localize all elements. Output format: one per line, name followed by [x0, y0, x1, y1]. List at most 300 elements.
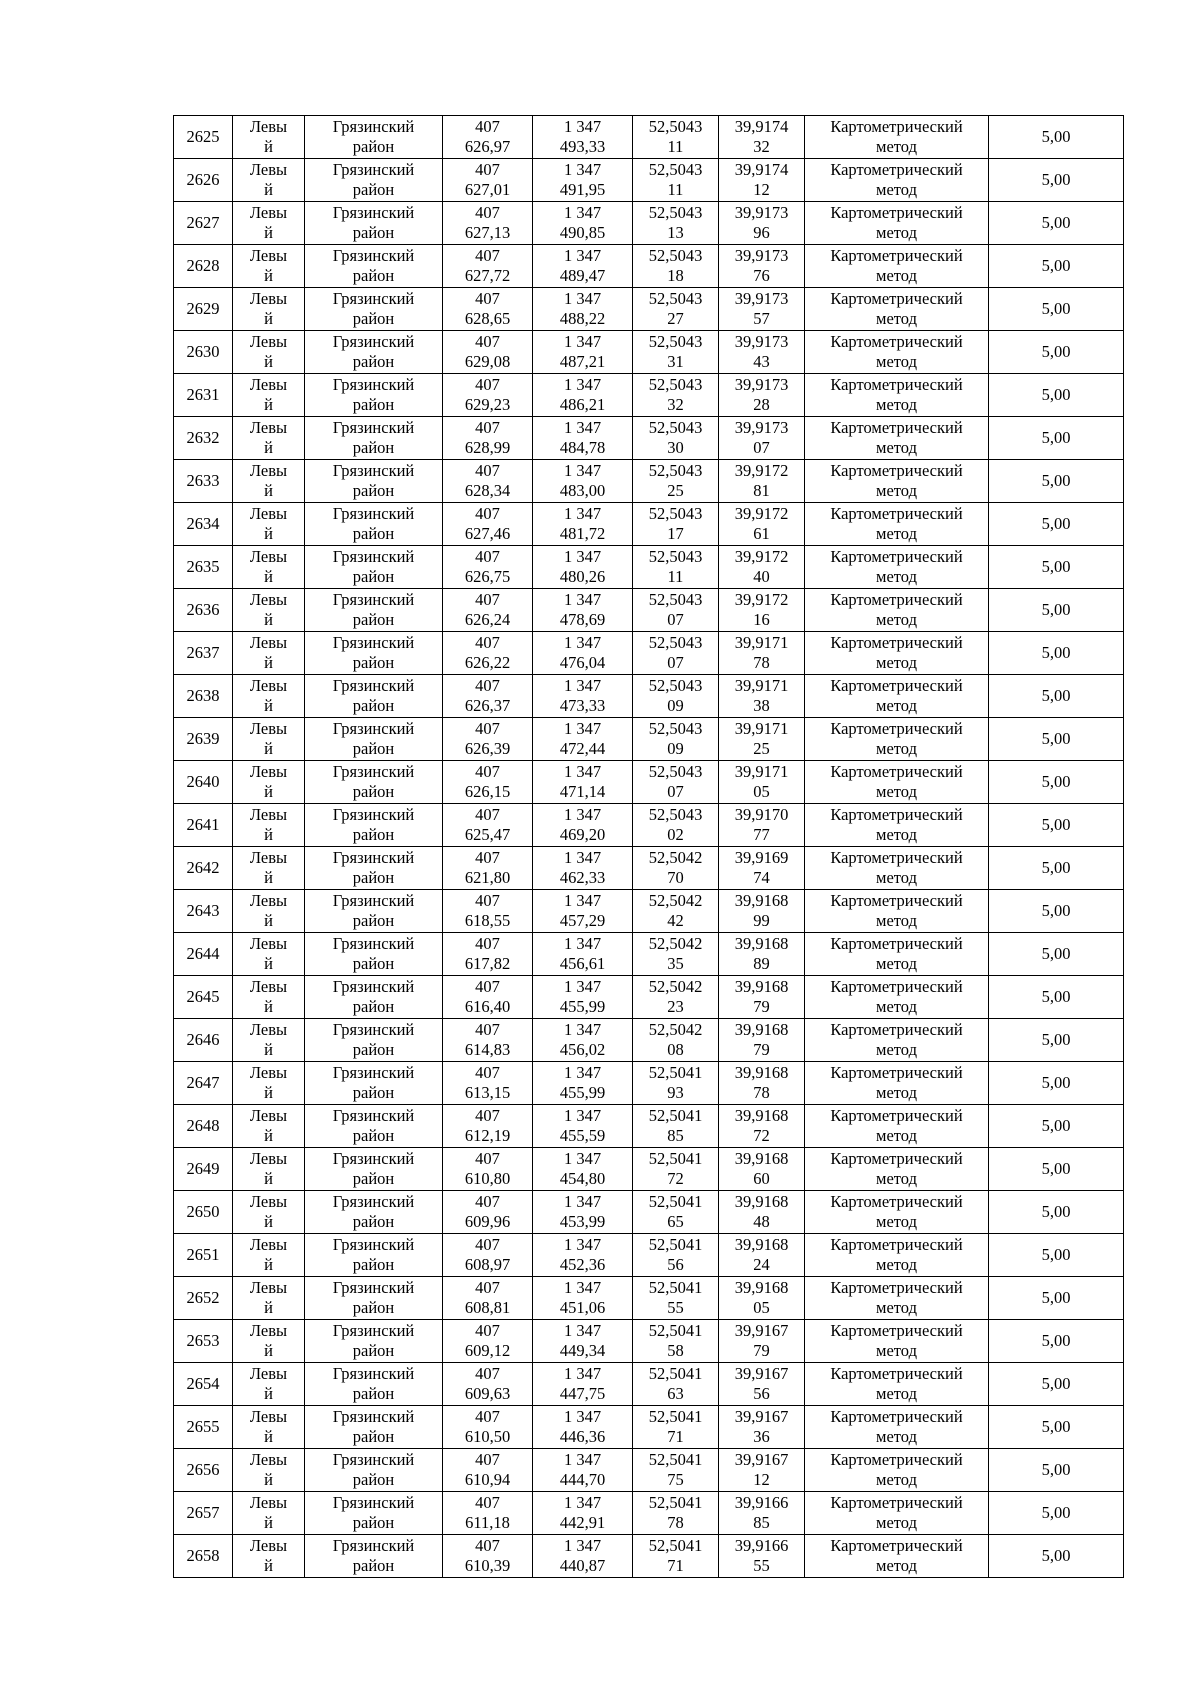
y-coordinate-cell: 1 347 440,87: [533, 1535, 633, 1578]
side-cell: Левы й: [233, 460, 305, 503]
side-cell: Левы й: [233, 632, 305, 675]
side-cell: Левы й: [233, 1062, 305, 1105]
point-number-cell: 2641: [174, 804, 233, 847]
method-cell: Картометрический метод: [805, 202, 989, 245]
side-cell: Левы й: [233, 718, 305, 761]
district-cell: Грязинский район: [305, 632, 443, 675]
table-row: [174, 417, 1124, 460]
method-cell: Картометрический метод: [805, 1363, 989, 1406]
x-coordinate-cell: 407 611,18: [443, 1492, 533, 1535]
x-coordinate-cell: 407 629,23: [443, 374, 533, 417]
latitude-cell: 52,5043 25: [633, 460, 719, 503]
longitude-cell: 39,9166 85: [719, 1492, 805, 1535]
accuracy-cell: 5,00: [989, 159, 1124, 202]
accuracy-cell: 5,00: [989, 288, 1124, 331]
y-coordinate-cell: 1 347 444,70: [533, 1449, 633, 1492]
district-cell: Грязинский район: [305, 1449, 443, 1492]
side-cell: Левы й: [233, 761, 305, 804]
latitude-cell: 52,5041 78: [633, 1492, 719, 1535]
side-cell: Левы й: [233, 890, 305, 933]
longitude-cell: 39,9168 99: [719, 890, 805, 933]
accuracy-cell: 5,00: [989, 1320, 1124, 1363]
table-row: [174, 718, 1124, 761]
latitude-cell: 52,5043 09: [633, 675, 719, 718]
longitude-cell: 39,9173 43: [719, 331, 805, 374]
accuracy-cell: 5,00: [989, 1277, 1124, 1320]
y-coordinate-cell: 1 347 484,78: [533, 417, 633, 460]
longitude-cell: 39,9171 78: [719, 632, 805, 675]
y-coordinate-cell: 1 347 491,95: [533, 159, 633, 202]
longitude-cell: 39,9173 96: [719, 202, 805, 245]
point-number-cell: 2658: [174, 1535, 233, 1578]
side-cell: Левы й: [233, 1492, 305, 1535]
y-coordinate-cell: 1 347 490,85: [533, 202, 633, 245]
accuracy-cell: 5,00: [989, 1062, 1124, 1105]
district-cell: Грязинский район: [305, 675, 443, 718]
latitude-cell: 52,5041 71: [633, 1535, 719, 1578]
table-row: [174, 503, 1124, 546]
x-coordinate-cell: 407 621,80: [443, 847, 533, 890]
accuracy-cell: 5,00: [989, 1363, 1124, 1406]
table-row: [174, 1234, 1124, 1277]
x-coordinate-cell: 407 626,97: [443, 116, 533, 159]
longitude-cell: 39,9172 61: [719, 503, 805, 546]
latitude-cell: 52,5041 75: [633, 1449, 719, 1492]
accuracy-cell: 5,00: [989, 1105, 1124, 1148]
x-coordinate-cell: 407 610,80: [443, 1148, 533, 1191]
y-coordinate-cell: 1 347 487,21: [533, 331, 633, 374]
x-coordinate-cell: 407 616,40: [443, 976, 533, 1019]
longitude-cell: 39,9172 40: [719, 546, 805, 589]
method-cell: Картометрический метод: [805, 1234, 989, 1277]
side-cell: Левы й: [233, 1105, 305, 1148]
method-cell: Картометрический метод: [805, 675, 989, 718]
side-cell: Левы й: [233, 1406, 305, 1449]
latitude-cell: 52,5043 07: [633, 761, 719, 804]
longitude-cell: 39,9171 25: [719, 718, 805, 761]
latitude-cell: 52,5041 58: [633, 1320, 719, 1363]
accuracy-cell: 5,00: [989, 761, 1124, 804]
latitude-cell: 52,5042 35: [633, 933, 719, 976]
side-cell: Левы й: [233, 503, 305, 546]
point-number-cell: 2650: [174, 1191, 233, 1234]
accuracy-cell: 5,00: [989, 417, 1124, 460]
x-coordinate-cell: 407 609,96: [443, 1191, 533, 1234]
side-cell: Левы й: [233, 202, 305, 245]
x-coordinate-cell: 407 618,55: [443, 890, 533, 933]
latitude-cell: 52,5042 23: [633, 976, 719, 1019]
latitude-cell: 52,5043 18: [633, 245, 719, 288]
method-cell: Картометрический метод: [805, 804, 989, 847]
latitude-cell: 52,5042 08: [633, 1019, 719, 1062]
table-row: [174, 1062, 1124, 1105]
method-cell: Картометрический метод: [805, 546, 989, 589]
method-cell: Картометрический метод: [805, 718, 989, 761]
point-number-cell: 2631: [174, 374, 233, 417]
district-cell: Грязинский район: [305, 933, 443, 976]
side-cell: Левы й: [233, 589, 305, 632]
latitude-cell: 52,5043 13: [633, 202, 719, 245]
longitude-cell: 39,9167 36: [719, 1406, 805, 1449]
district-cell: Грязинский район: [305, 589, 443, 632]
longitude-cell: 39,9173 07: [719, 417, 805, 460]
x-coordinate-cell: 407 610,50: [443, 1406, 533, 1449]
y-coordinate-cell: 1 347 471,14: [533, 761, 633, 804]
district-cell: Грязинский район: [305, 546, 443, 589]
latitude-cell: 52,5043 11: [633, 546, 719, 589]
method-cell: Картометрический метод: [805, 933, 989, 976]
accuracy-cell: 5,00: [989, 589, 1124, 632]
side-cell: Левы й: [233, 245, 305, 288]
side-cell: Левы й: [233, 976, 305, 1019]
point-number-cell: 2628: [174, 245, 233, 288]
district-cell: Грязинский район: [305, 288, 443, 331]
y-coordinate-cell: 1 347 469,20: [533, 804, 633, 847]
point-number-cell: 2645: [174, 976, 233, 1019]
point-number-cell: 2637: [174, 632, 233, 675]
accuracy-cell: 5,00: [989, 546, 1124, 589]
x-coordinate-cell: 407 626,75: [443, 546, 533, 589]
x-coordinate-cell: 407 609,12: [443, 1320, 533, 1363]
longitude-cell: 39,9166 55: [719, 1535, 805, 1578]
district-cell: Грязинский район: [305, 1535, 443, 1578]
side-cell: Левы й: [233, 675, 305, 718]
side-cell: Левы й: [233, 116, 305, 159]
longitude-cell: 39,9168 72: [719, 1105, 805, 1148]
point-number-cell: 2646: [174, 1019, 233, 1062]
x-coordinate-cell: 407 617,82: [443, 933, 533, 976]
table-row: [174, 1406, 1124, 1449]
point-number-cell: 2652: [174, 1277, 233, 1320]
method-cell: Картометрический метод: [805, 976, 989, 1019]
latitude-cell: 52,5043 27: [633, 288, 719, 331]
table-row: [174, 847, 1124, 890]
side-cell: Левы й: [233, 331, 305, 374]
side-cell: Левы й: [233, 1320, 305, 1363]
x-coordinate-cell: 407 610,39: [443, 1535, 533, 1578]
x-coordinate-cell: 407 628,34: [443, 460, 533, 503]
method-cell: Картометрический метод: [805, 589, 989, 632]
longitude-cell: 39,9168 78: [719, 1062, 805, 1105]
table-row: [174, 1320, 1124, 1363]
x-coordinate-cell: 407 610,94: [443, 1449, 533, 1492]
y-coordinate-cell: 1 347 451,06: [533, 1277, 633, 1320]
table-row: [174, 1492, 1124, 1535]
district-cell: Грязинский район: [305, 847, 443, 890]
accuracy-cell: 5,00: [989, 1148, 1124, 1191]
x-coordinate-cell: 407 626,37: [443, 675, 533, 718]
longitude-cell: 39,9173 57: [719, 288, 805, 331]
longitude-cell: 39,9168 05: [719, 1277, 805, 1320]
point-number-cell: 2648: [174, 1105, 233, 1148]
district-cell: Грязинский район: [305, 202, 443, 245]
x-coordinate-cell: 407 614,83: [443, 1019, 533, 1062]
latitude-cell: 52,5041 55: [633, 1277, 719, 1320]
y-coordinate-cell: 1 347 483,00: [533, 460, 633, 503]
y-coordinate-cell: 1 347 472,44: [533, 718, 633, 761]
y-coordinate-cell: 1 347 453,99: [533, 1191, 633, 1234]
method-cell: Картометрический метод: [805, 331, 989, 374]
table-row: [174, 1277, 1124, 1320]
method-cell: Картометрический метод: [805, 1062, 989, 1105]
side-cell: Левы й: [233, 1148, 305, 1191]
district-cell: Грязинский район: [305, 1148, 443, 1191]
accuracy-cell: 5,00: [989, 1234, 1124, 1277]
point-number-cell: 2657: [174, 1492, 233, 1535]
x-coordinate-cell: 407 626,15: [443, 761, 533, 804]
point-number-cell: 2647: [174, 1062, 233, 1105]
y-coordinate-cell: 1 347 478,69: [533, 589, 633, 632]
side-cell: Левы й: [233, 159, 305, 202]
table-body: [174, 116, 1124, 1578]
table-row: [174, 890, 1124, 933]
district-cell: Грязинский район: [305, 460, 443, 503]
table-row: [174, 1449, 1124, 1492]
x-coordinate-cell: 407 612,19: [443, 1105, 533, 1148]
table-row: [174, 245, 1124, 288]
latitude-cell: 52,5041 93: [633, 1062, 719, 1105]
accuracy-cell: 5,00: [989, 976, 1124, 1019]
accuracy-cell: 5,00: [989, 245, 1124, 288]
accuracy-cell: 5,00: [989, 460, 1124, 503]
y-coordinate-cell: 1 347 446,36: [533, 1406, 633, 1449]
table-row: [174, 1363, 1124, 1406]
method-cell: Картометрический метод: [805, 460, 989, 503]
side-cell: Левы й: [233, 1019, 305, 1062]
table-row: [174, 159, 1124, 202]
method-cell: Картометрический метод: [805, 1277, 989, 1320]
point-number-cell: 2627: [174, 202, 233, 245]
district-cell: Грязинский район: [305, 761, 443, 804]
longitude-cell: 39,9168 48: [719, 1191, 805, 1234]
side-cell: Левы й: [233, 804, 305, 847]
x-coordinate-cell: 407 627,72: [443, 245, 533, 288]
table-row: [174, 460, 1124, 503]
point-number-cell: 2638: [174, 675, 233, 718]
y-coordinate-cell: 1 347 447,75: [533, 1363, 633, 1406]
method-cell: Картометрический метод: [805, 1492, 989, 1535]
method-cell: Картометрический метод: [805, 1148, 989, 1191]
x-coordinate-cell: 407 627,01: [443, 159, 533, 202]
longitude-cell: 39,9171 38: [719, 675, 805, 718]
point-number-cell: 2626: [174, 159, 233, 202]
longitude-cell: 39,9170 77: [719, 804, 805, 847]
latitude-cell: 52,5043 32: [633, 374, 719, 417]
accuracy-cell: 5,00: [989, 632, 1124, 675]
table-row: [174, 1019, 1124, 1062]
accuracy-cell: 5,00: [989, 1449, 1124, 1492]
latitude-cell: 52,5043 11: [633, 159, 719, 202]
table-row: [174, 1535, 1124, 1578]
x-coordinate-cell: 407 626,39: [443, 718, 533, 761]
latitude-cell: 52,5041 65: [633, 1191, 719, 1234]
method-cell: Картометрический метод: [805, 1535, 989, 1578]
point-number-cell: 2639: [174, 718, 233, 761]
side-cell: Левы й: [233, 288, 305, 331]
table-row: [174, 675, 1124, 718]
latitude-cell: 52,5043 02: [633, 804, 719, 847]
latitude-cell: 52,5042 42: [633, 890, 719, 933]
point-number-cell: 2644: [174, 933, 233, 976]
longitude-cell: 39,9168 79: [719, 1019, 805, 1062]
point-number-cell: 2634: [174, 503, 233, 546]
point-number-cell: 2649: [174, 1148, 233, 1191]
point-number-cell: 2629: [174, 288, 233, 331]
table-row: [174, 116, 1124, 159]
longitude-cell: 39,9172 16: [719, 589, 805, 632]
point-number-cell: 2625: [174, 116, 233, 159]
y-coordinate-cell: 1 347 457,29: [533, 890, 633, 933]
y-coordinate-cell: 1 347 455,99: [533, 976, 633, 1019]
method-cell: Картометрический метод: [805, 890, 989, 933]
x-coordinate-cell: 407 608,97: [443, 1234, 533, 1277]
method-cell: Картометрический метод: [805, 159, 989, 202]
y-coordinate-cell: 1 347 493,33: [533, 116, 633, 159]
table-row: [174, 1148, 1124, 1191]
side-cell: Левы й: [233, 1277, 305, 1320]
longitude-cell: 39,9168 24: [719, 1234, 805, 1277]
accuracy-cell: 5,00: [989, 331, 1124, 374]
method-cell: Картометрический метод: [805, 1449, 989, 1492]
table-row: [174, 1105, 1124, 1148]
table-row: [174, 632, 1124, 675]
y-coordinate-cell: 1 347 489,47: [533, 245, 633, 288]
method-cell: Картометрический метод: [805, 1191, 989, 1234]
longitude-cell: 39,9169 74: [719, 847, 805, 890]
latitude-cell: 52,5043 31: [633, 331, 719, 374]
side-cell: Левы й: [233, 1449, 305, 1492]
district-cell: Грязинский район: [305, 503, 443, 546]
table-row: [174, 202, 1124, 245]
side-cell: Левы й: [233, 546, 305, 589]
table-row: [174, 331, 1124, 374]
longitude-cell: 39,9172 81: [719, 460, 805, 503]
latitude-cell: 52,5041 63: [633, 1363, 719, 1406]
longitude-cell: 39,9173 28: [719, 374, 805, 417]
y-coordinate-cell: 1 347 476,04: [533, 632, 633, 675]
district-cell: Грязинский район: [305, 417, 443, 460]
y-coordinate-cell: 1 347 456,02: [533, 1019, 633, 1062]
table-row: [174, 374, 1124, 417]
latitude-cell: 52,5043 07: [633, 632, 719, 675]
accuracy-cell: 5,00: [989, 1492, 1124, 1535]
coordinates-table: [173, 115, 1124, 1578]
method-cell: Картометрический метод: [805, 1406, 989, 1449]
latitude-cell: 52,5043 30: [633, 417, 719, 460]
accuracy-cell: 5,00: [989, 933, 1124, 976]
latitude-cell: 52,5041 71: [633, 1406, 719, 1449]
district-cell: Грязинский район: [305, 718, 443, 761]
y-coordinate-cell: 1 347 442,91: [533, 1492, 633, 1535]
latitude-cell: 52,5043 11: [633, 116, 719, 159]
method-cell: Картометрический метод: [805, 847, 989, 890]
x-coordinate-cell: 407 629,08: [443, 331, 533, 374]
longitude-cell: 39,9167 12: [719, 1449, 805, 1492]
longitude-cell: 39,9167 56: [719, 1363, 805, 1406]
y-coordinate-cell: 1 347 462,33: [533, 847, 633, 890]
method-cell: Картометрический метод: [805, 1320, 989, 1363]
accuracy-cell: 5,00: [989, 890, 1124, 933]
side-cell: Левы й: [233, 374, 305, 417]
y-coordinate-cell: 1 347 481,72: [533, 503, 633, 546]
method-cell: Картометрический метод: [805, 632, 989, 675]
side-cell: Левы й: [233, 1191, 305, 1234]
y-coordinate-cell: 1 347 456,61: [533, 933, 633, 976]
x-coordinate-cell: 407 627,46: [443, 503, 533, 546]
district-cell: Грязинский район: [305, 1062, 443, 1105]
x-coordinate-cell: 407 628,99: [443, 417, 533, 460]
latitude-cell: 52,5041 56: [633, 1234, 719, 1277]
x-coordinate-cell: 407 609,63: [443, 1363, 533, 1406]
accuracy-cell: 5,00: [989, 675, 1124, 718]
point-number-cell: 2651: [174, 1234, 233, 1277]
table-row: [174, 589, 1124, 632]
method-cell: Картометрический метод: [805, 116, 989, 159]
accuracy-cell: 5,00: [989, 718, 1124, 761]
point-number-cell: 2630: [174, 331, 233, 374]
point-number-cell: 2636: [174, 589, 233, 632]
district-cell: Грязинский район: [305, 1406, 443, 1449]
point-number-cell: 2633: [174, 460, 233, 503]
accuracy-cell: 5,00: [989, 202, 1124, 245]
point-number-cell: 2632: [174, 417, 233, 460]
accuracy-cell: 5,00: [989, 116, 1124, 159]
point-number-cell: 2642: [174, 847, 233, 890]
point-number-cell: 2654: [174, 1363, 233, 1406]
district-cell: Грязинский район: [305, 116, 443, 159]
x-coordinate-cell: 407 625,47: [443, 804, 533, 847]
y-coordinate-cell: 1 347 488,22: [533, 288, 633, 331]
point-number-cell: 2656: [174, 1449, 233, 1492]
side-cell: Левы й: [233, 847, 305, 890]
accuracy-cell: 5,00: [989, 503, 1124, 546]
longitude-cell: 39,9174 32: [719, 116, 805, 159]
accuracy-cell: 5,00: [989, 1406, 1124, 1449]
method-cell: Картометрический метод: [805, 417, 989, 460]
x-coordinate-cell: 407 613,15: [443, 1062, 533, 1105]
y-coordinate-cell: 1 347 452,36: [533, 1234, 633, 1277]
district-cell: Грязинский район: [305, 159, 443, 202]
longitude-cell: 39,9171 05: [719, 761, 805, 804]
table-row: [174, 1191, 1124, 1234]
latitude-cell: 52,5043 17: [633, 503, 719, 546]
district-cell: Грязинский район: [305, 1105, 443, 1148]
method-cell: Картометрический метод: [805, 1105, 989, 1148]
y-coordinate-cell: 1 347 473,33: [533, 675, 633, 718]
point-number-cell: 2643: [174, 890, 233, 933]
side-cell: Левы й: [233, 1234, 305, 1277]
latitude-cell: 52,5042 70: [633, 847, 719, 890]
district-cell: Грязинский район: [305, 1320, 443, 1363]
district-cell: Грязинский район: [305, 976, 443, 1019]
accuracy-cell: 5,00: [989, 1019, 1124, 1062]
table-row: [174, 288, 1124, 331]
point-number-cell: 2640: [174, 761, 233, 804]
point-number-cell: 2653: [174, 1320, 233, 1363]
table-row: [174, 933, 1124, 976]
point-number-cell: 2635: [174, 546, 233, 589]
x-coordinate-cell: 407 626,22: [443, 632, 533, 675]
district-cell: Грязинский район: [305, 1019, 443, 1062]
accuracy-cell: 5,00: [989, 1191, 1124, 1234]
side-cell: Левы й: [233, 1363, 305, 1406]
y-coordinate-cell: 1 347 454,80: [533, 1148, 633, 1191]
method-cell: Картометрический метод: [805, 288, 989, 331]
y-coordinate-cell: 1 347 480,26: [533, 546, 633, 589]
district-cell: Грязинский район: [305, 804, 443, 847]
district-cell: Грязинский район: [305, 1234, 443, 1277]
table-row: [174, 976, 1124, 1019]
